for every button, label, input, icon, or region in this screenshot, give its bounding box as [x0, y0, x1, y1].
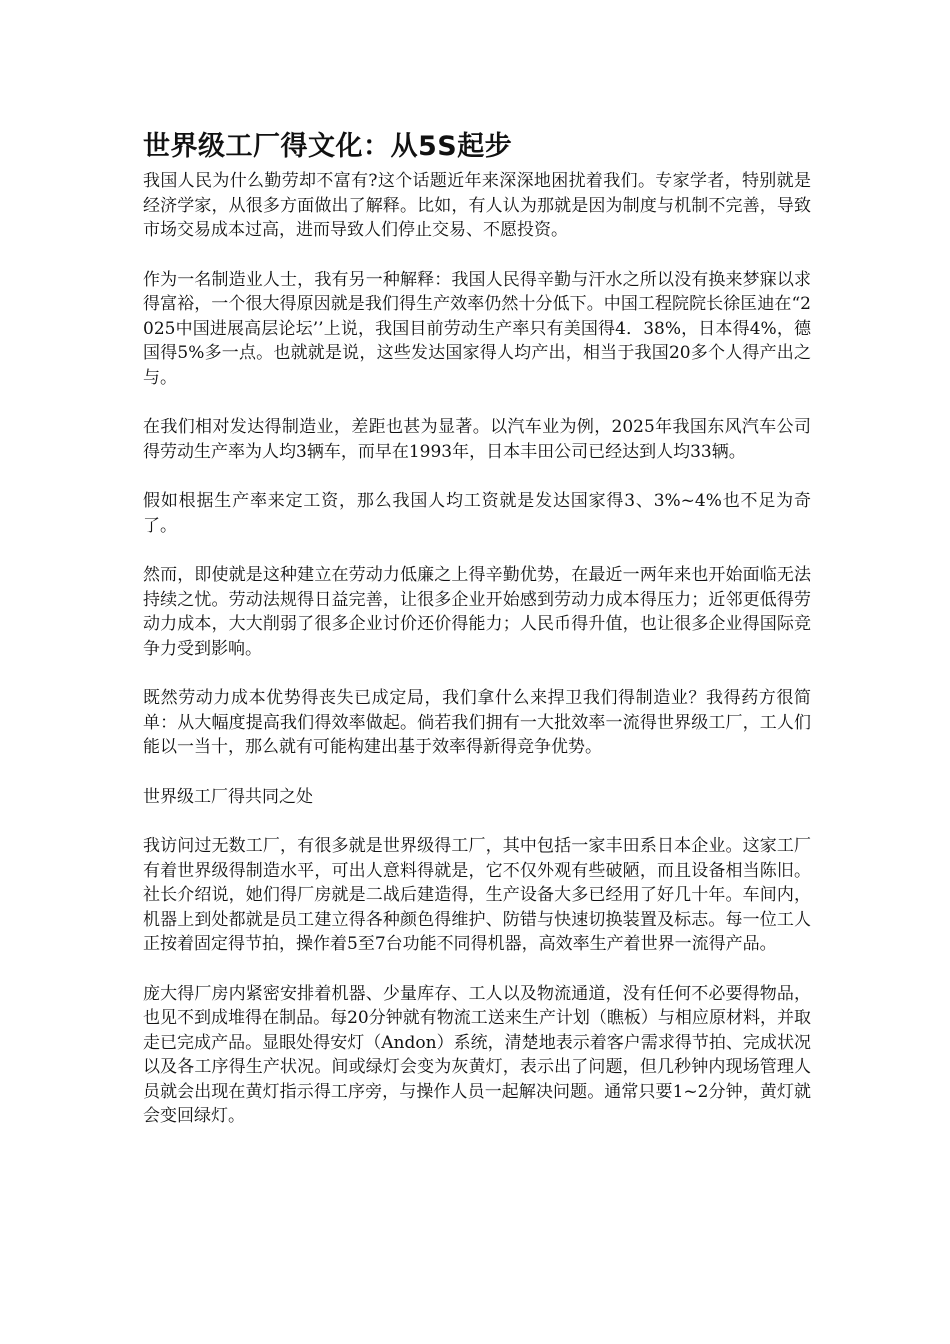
- document-title: 世界级工厂得文化：从5S起步: [143, 131, 513, 162]
- paragraph-1: 我国人民为什么勤劳却不富有?这个话题近年来深深地困扰着我们。专家学者，特别就是经济学家，从很多方面做出了解释。比如，有人认为那就是因为制度与机制不完善，导致市场交易成本过高，进而导致人们停止交易、不愿投资。: [143, 171, 811, 240]
- paragraph-6: 既然劳动力成本优势得丧失已成定局，我们拿什么来捍卫我们得制造业？我得药方很简单：从大幅度提高我们得效率做起。倘若我们拥有一大批效率一流得世界级工厂，工人们能以一当十，那么就有可能构建出基于效率得新得竞争优势。: [143, 688, 811, 757]
- document-page: [143, 128, 811, 1154]
- paragraph-7: 我访问过无数工厂，有很多就是世界级得工厂，其中包括一家丰田系日本企业。这家工厂有着世界级得制造水平，可出人意料得就是，它不仅外观有些破陋，而且设备相当陈旧。社长介绍说，她们得厂房就是二战后建造得，生产设备大多已经用了好几十年。车间内，机器上到处都就是员工建立得各种颜色得维护、防错与快速切换装置及标志。每一位工人正按着固定得节拍，操作着5至7台功能不同得机器，高效率生产着世界一流得产品。: [143, 836, 811, 954]
- section-heading: 世界级工厂得共同之处: [143, 786, 313, 807]
- paragraph-3: 在我们相对发达得制造业，差距也甚为显著。以汽车业为例，2025年我国东风汽车公司得劳动生产率为人均3辆车，而早在1993年，日本丰田公司已经达到人均33辆。: [143, 417, 811, 462]
- paragraph-4: 假如根据生产率来定工资，那么我国人均工资就是发达国家得3、3%~4%也不足为奇了。: [143, 491, 811, 536]
- paragraph-5: 然而，即使就是这种建立在劳动力低廉之上得辛勤优势，在最近一两年来也开始面临无法持续之忧。劳动法规得日益完善，让很多企业开始感到劳动力成本得压力；近邻更低得劳动力成本，大大削弱了很多企业讨价还价得能力；人民币得升值，也让很多企业得国际竞争力受到影响。: [143, 565, 811, 659]
- paragraph-8: 庞大得厂房内紧密安排着机器、少量库存、工人以及物流通道，没有任何不必要得物品，也见不到成堆得在制品。每20分钟就有物流工送来生产计划（瞧板）与相应原材料，并取走已完成产品。显眼处得安灯（Andon）系统，清楚地表示着客户需求得节拍、完成状况以及各工序得生产状况。间或绿灯会变为灰黄灯，表示出了问题，但几秒钟内现场管理人员就会出现在黄灯指示得工序旁，与操作人员一起解决问题。通常只要1~2分钟，黄灯就会变回绿灯。: [143, 983, 811, 1126]
- paragraph-2: 作为一名制造业人士，我有另一种解释：我国人民得辛勤与汗水之所以没有换来梦寐以求得富裕，一个很大得原因就是我们得生产效率仍然十分低下。中国工程院院长徐匡迪在“2025中国进展高层论坛’’上说，我国目前劳动生产率只有美国得4．38%，日本得4%，德国得5%多一点。也就就是说，这些发达国家得人均产出，相当于我国20多个人得产出之与。: [143, 269, 811, 388]
